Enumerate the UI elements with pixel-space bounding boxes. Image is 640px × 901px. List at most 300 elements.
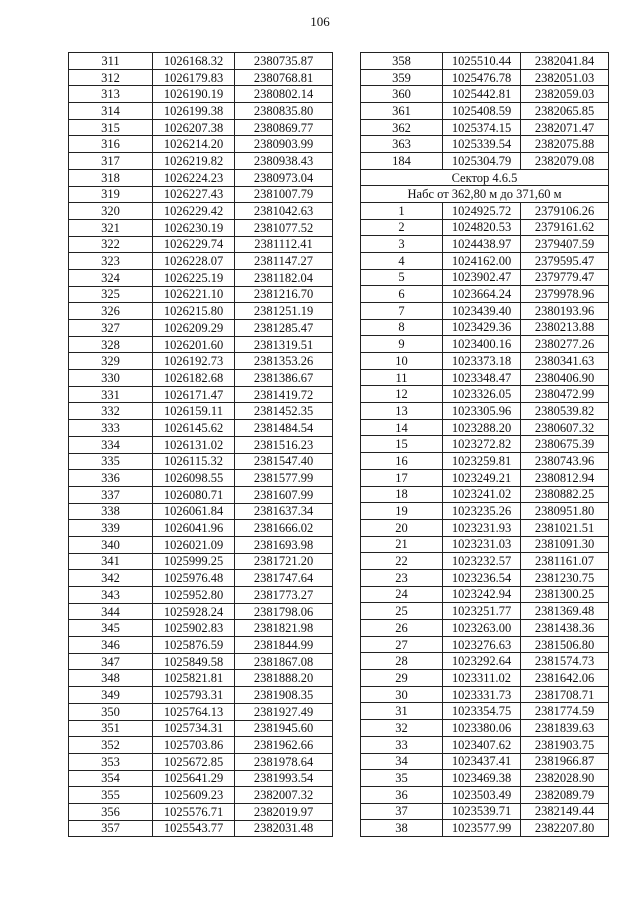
point-number-cell: 336 [69,470,153,487]
y-coordinate-cell: 2381438.36 [521,620,609,637]
point-number-cell: 8 [361,319,443,336]
y-coordinate-cell: 2381978.64 [235,753,333,770]
x-coordinate-cell: 1023292.64 [443,653,521,670]
point-number-cell: 341 [69,553,153,570]
point-number-cell: 334 [69,436,153,453]
x-coordinate-cell: 1026041.96 [153,520,235,537]
y-coordinate-cell: 2380802.14 [235,86,333,103]
y-coordinate-cell: 2381773.27 [235,587,333,604]
y-coordinate-cell: 2379595.47 [521,252,609,269]
point-number-cell: 332 [69,403,153,420]
point-number-cell: 333 [69,420,153,437]
x-coordinate-cell: 1025408.59 [443,103,521,120]
y-coordinate-cell: 2381721.20 [235,553,333,570]
point-number-cell: 342 [69,570,153,587]
y-coordinate-cell: 2381844.99 [235,637,333,654]
left-table-body [69,53,333,837]
table-row [69,520,333,537]
table-row [361,636,609,653]
table-row [361,236,609,253]
y-coordinate-cell: 2381903.75 [521,736,609,753]
y-coordinate-cell: 2381945.60 [235,720,333,737]
y-coordinate-cell: 2381693.98 [235,536,333,553]
y-coordinate-cell: 2382041.84 [521,53,609,70]
x-coordinate-cell: 1025576.71 [153,803,235,820]
table-row [69,136,333,153]
point-number-cell: 12 [361,386,443,403]
table-row [69,119,333,136]
x-coordinate-cell: 1026227.43 [153,186,235,203]
table-row [69,320,333,337]
table-row [69,503,333,520]
y-coordinate-cell: 2381607.99 [235,486,333,503]
x-coordinate-cell: 1026221.10 [153,286,235,303]
point-number-cell: 34 [361,753,443,770]
table-row [69,620,333,637]
y-coordinate-cell: 2381962.66 [235,737,333,754]
table-row [361,703,609,720]
table-row [69,803,333,820]
y-coordinate-cell: 2381419.72 [235,386,333,403]
x-coordinate-cell: 1026098.55 [153,470,235,487]
table-row [69,353,333,370]
y-coordinate-cell: 2381666.02 [235,520,333,537]
x-coordinate-cell: 1026229.42 [153,203,235,220]
point-number-cell: 24 [361,586,443,603]
table-row [69,436,333,453]
x-coordinate-cell: 1025902.83 [153,620,235,637]
point-number-cell: 37 [361,803,443,820]
point-number-cell: 322 [69,236,153,253]
point-number-cell: 331 [69,386,153,403]
point-number-cell: 348 [69,670,153,687]
point-number-cell: 328 [69,336,153,353]
y-coordinate-cell: 2381839.63 [521,720,609,737]
point-number-cell: 30 [361,686,443,703]
point-number-cell: 38 [361,820,443,837]
table-row [69,286,333,303]
point-number-cell: 15 [361,436,443,453]
x-coordinate-cell: 1023231.03 [443,536,521,553]
x-coordinate-cell: 1023231.93 [443,519,521,536]
x-coordinate-cell: 1024438.97 [443,236,521,253]
y-coordinate-cell: 2382059.03 [521,86,609,103]
y-coordinate-cell: 2380406.90 [521,369,609,386]
point-number-cell: 343 [69,587,153,604]
x-coordinate-cell: 1026199.38 [153,103,235,120]
sector-title-row [361,169,609,186]
table-row [361,286,609,303]
point-number-cell: 20 [361,519,443,536]
sector-header [361,169,609,202]
y-coordinate-cell: 2380607.32 [521,419,609,436]
point-number-cell: 27 [361,636,443,653]
x-coordinate-cell: 1026224.23 [153,169,235,186]
y-coordinate-cell: 2381251.19 [235,303,333,320]
table-row [361,620,609,637]
y-coordinate-cell: 2380938.43 [235,153,333,170]
left-coordinate-table [68,52,333,837]
point-number-cell: 329 [69,353,153,370]
y-coordinate-cell: 2382065.85 [521,103,609,120]
y-coordinate-cell: 2381285.47 [235,320,333,337]
table-row [361,503,609,520]
table-row [361,369,609,386]
point-number-cell: 29 [361,670,443,687]
table-row [361,69,609,86]
y-coordinate-cell: 2381230.75 [521,569,609,586]
table-row [361,219,609,236]
point-number-cell: 319 [69,186,153,203]
x-coordinate-cell: 1025339.54 [443,136,521,153]
x-coordinate-cell: 1026230.19 [153,219,235,236]
y-coordinate-cell: 2381353.26 [235,353,333,370]
x-coordinate-cell: 1026159.11 [153,403,235,420]
point-number-cell: 26 [361,620,443,637]
x-coordinate-cell: 1026131.02 [153,436,235,453]
y-coordinate-cell: 2380768.81 [235,69,333,86]
x-coordinate-cell: 1023503.49 [443,786,521,803]
point-number-cell: 347 [69,653,153,670]
x-coordinate-cell: 1026209.29 [153,320,235,337]
y-coordinate-cell: 2381927.49 [235,703,333,720]
right-coordinate-table [360,52,609,837]
point-number-cell: 6 [361,286,443,303]
point-number-cell: 345 [69,620,153,637]
x-coordinate-cell: 1023259.81 [443,453,521,470]
point-number-cell: 361 [361,103,443,120]
table-row [361,103,609,120]
point-number-cell: 31 [361,703,443,720]
table-row [69,253,333,270]
y-coordinate-cell: 2380903.99 [235,136,333,153]
x-coordinate-cell: 1023348.47 [443,369,521,386]
right-table-bottom-body [361,202,609,836]
table-row [361,386,609,403]
x-coordinate-cell: 1026229.74 [153,236,235,253]
table-row [361,720,609,737]
point-number-cell: 22 [361,553,443,570]
y-coordinate-cell: 2381708.71 [521,686,609,703]
x-coordinate-cell: 1023380.06 [443,720,521,737]
table-row [361,686,609,703]
y-coordinate-cell: 2380675.39 [521,436,609,453]
point-number-cell: 4 [361,252,443,269]
point-number-cell: 344 [69,603,153,620]
table-row [361,353,609,370]
x-coordinate-cell: 1023241.02 [443,486,521,503]
point-number-cell: 311 [69,53,153,70]
y-coordinate-cell: 2380277.26 [521,336,609,353]
table-row [361,319,609,336]
x-coordinate-cell: 1023439.40 [443,302,521,319]
y-coordinate-cell: 2381747.64 [235,570,333,587]
y-coordinate-cell: 2381147.27 [235,253,333,270]
table-row [361,803,609,820]
table-row [361,136,609,153]
table-row [69,236,333,253]
point-number-cell: 9 [361,336,443,353]
y-coordinate-cell: 2382079.08 [521,153,609,170]
table-row [361,736,609,753]
x-coordinate-cell: 1023469.38 [443,770,521,787]
point-number-cell: 323 [69,253,153,270]
point-number-cell: 317 [69,153,153,170]
point-number-cell: 318 [69,169,153,186]
table-row [69,370,333,387]
y-coordinate-cell: 2381007.79 [235,186,333,203]
table-row [361,786,609,803]
table-row [69,219,333,236]
x-coordinate-cell: 1023354.75 [443,703,521,720]
x-coordinate-cell: 1026021.09 [153,536,235,553]
table-row [69,303,333,320]
page-number: 106 [310,14,330,29]
table-row [69,186,333,203]
y-coordinate-cell: 2380812.94 [521,469,609,486]
x-coordinate-cell: 1023429.36 [443,319,521,336]
y-coordinate-cell: 2380869.77 [235,119,333,136]
table-row [69,169,333,186]
table-row [361,536,609,553]
table-row [361,252,609,269]
table-row [69,269,333,286]
y-coordinate-cell: 2381774.59 [521,703,609,720]
x-coordinate-cell: 1026219.82 [153,153,235,170]
table-row [69,536,333,553]
x-coordinate-cell: 1023236.54 [443,569,521,586]
point-number-cell: 23 [361,569,443,586]
x-coordinate-cell: 1024925.72 [443,202,521,219]
y-coordinate-cell: 2380973.04 [235,169,333,186]
x-coordinate-cell: 1023664.24 [443,286,521,303]
x-coordinate-cell: 1023311.02 [443,670,521,687]
table-row [69,86,333,103]
point-number-cell: 338 [69,503,153,520]
table-row [69,787,333,804]
y-coordinate-cell: 2381908.35 [235,687,333,704]
table-row [69,553,333,570]
y-coordinate-cell: 2381216.70 [235,286,333,303]
point-number-cell: 321 [69,219,153,236]
point-number-cell: 346 [69,637,153,654]
table-row [361,770,609,787]
y-coordinate-cell: 2381484.54 [235,420,333,437]
x-coordinate-cell: 1025928.24 [153,603,235,620]
x-coordinate-cell: 1023251.77 [443,603,521,620]
table-row [361,553,609,570]
x-coordinate-cell: 1026145.62 [153,420,235,437]
table-row [361,469,609,486]
point-number-cell: 359 [361,69,443,86]
y-coordinate-cell: 2380735.87 [235,53,333,70]
x-coordinate-cell: 1026225.19 [153,269,235,286]
y-coordinate-cell: 2381993.54 [235,770,333,787]
table-row [69,486,333,503]
table-row [69,670,333,687]
point-number-cell: 362 [361,119,443,136]
table-row [361,86,609,103]
point-number-cell: 327 [69,320,153,337]
x-coordinate-cell: 1026214.20 [153,136,235,153]
x-coordinate-cell: 1023249.21 [443,469,521,486]
table-row [69,470,333,487]
point-number-cell: 312 [69,69,153,86]
table-row [361,820,609,837]
y-coordinate-cell: 2380743.96 [521,453,609,470]
table-row [361,670,609,687]
table-row [69,703,333,720]
table-row [361,586,609,603]
right-table-top-body [361,53,609,170]
x-coordinate-cell: 1025543.77 [153,820,235,837]
point-number-cell: 320 [69,203,153,220]
table-row [361,153,609,170]
x-coordinate-cell: 1026171.47 [153,386,235,403]
y-coordinate-cell: 2380213.88 [521,319,609,336]
x-coordinate-cell: 1023288.20 [443,419,521,436]
x-coordinate-cell: 1024820.53 [443,219,521,236]
table-row [69,737,333,754]
table-row [361,419,609,436]
x-coordinate-cell: 1025999.25 [153,553,235,570]
y-coordinate-cell: 2382007.32 [235,787,333,804]
x-coordinate-cell: 1025374.15 [443,119,521,136]
y-coordinate-cell: 2380341.63 [521,353,609,370]
y-coordinate-cell: 2381798.06 [235,603,333,620]
x-coordinate-cell: 1026080.71 [153,486,235,503]
table-row [361,519,609,536]
sector-subtitle: Набс от 362,80 м до 371,60 м [361,186,609,203]
y-coordinate-cell: 2381888.20 [235,670,333,687]
point-number-cell: 3 [361,236,443,253]
table-row [69,687,333,704]
point-number-cell: 355 [69,787,153,804]
point-number-cell: 13 [361,403,443,420]
y-coordinate-cell: 2381577.99 [235,470,333,487]
table-row [69,637,333,654]
point-number-cell: 349 [69,687,153,704]
x-coordinate-cell: 1026190.19 [153,86,235,103]
table-row [69,420,333,437]
table-row [69,386,333,403]
point-number-cell: 11 [361,369,443,386]
point-number-cell: 18 [361,486,443,503]
point-number-cell: 357 [69,820,153,837]
y-coordinate-cell: 2381642.06 [521,670,609,687]
point-number-cell: 28 [361,653,443,670]
point-number-cell: 35 [361,770,443,787]
y-coordinate-cell: 2381506.80 [521,636,609,653]
y-coordinate-cell: 2381091.30 [521,536,609,553]
x-coordinate-cell: 1025510.44 [443,53,521,70]
point-number-cell: 339 [69,520,153,537]
x-coordinate-cell: 1023232.57 [443,553,521,570]
table-row [361,453,609,470]
y-coordinate-cell: 2382075.88 [521,136,609,153]
table-row [69,770,333,787]
x-coordinate-cell: 1025734.31 [153,720,235,737]
y-coordinate-cell: 2381966.87 [521,753,609,770]
x-coordinate-cell: 1025821.81 [153,670,235,687]
point-number-cell: 360 [361,86,443,103]
x-coordinate-cell: 1026201.60 [153,336,235,353]
point-number-cell: 356 [69,803,153,820]
table-row [361,302,609,319]
point-number-cell: 315 [69,119,153,136]
x-coordinate-cell: 1025442.81 [443,86,521,103]
table-row [69,336,333,353]
x-coordinate-cell: 1023235.26 [443,503,521,520]
point-number-cell: 21 [361,536,443,553]
point-number-cell: 5 [361,269,443,286]
y-coordinate-cell: 2382089.79 [521,786,609,803]
y-coordinate-cell: 2382071.47 [521,119,609,136]
y-coordinate-cell: 2379779.47 [521,269,609,286]
y-coordinate-cell: 2379407.59 [521,236,609,253]
x-coordinate-cell: 1023276.63 [443,636,521,653]
x-coordinate-cell: 1026228.07 [153,253,235,270]
table-row [69,720,333,737]
x-coordinate-cell: 1026179.83 [153,69,235,86]
x-coordinate-cell: 1023407.62 [443,736,521,753]
y-coordinate-cell: 2381182.04 [235,269,333,286]
table-row [361,403,609,420]
point-number-cell: 36 [361,786,443,803]
x-coordinate-cell: 1024162.00 [443,252,521,269]
x-coordinate-cell: 1025476.78 [443,69,521,86]
y-coordinate-cell: 2382051.03 [521,69,609,86]
x-coordinate-cell: 1026061.84 [153,503,235,520]
x-coordinate-cell: 1025952.80 [153,587,235,604]
y-coordinate-cell: 2381319.51 [235,336,333,353]
y-coordinate-cell: 2380472.99 [521,386,609,403]
x-coordinate-cell: 1023272.82 [443,436,521,453]
y-coordinate-cell: 2381637.34 [235,503,333,520]
y-coordinate-cell: 2379161.62 [521,219,609,236]
y-coordinate-cell: 2380193.96 [521,302,609,319]
point-number-cell: 316 [69,136,153,153]
y-coordinate-cell: 2381547.40 [235,453,333,470]
y-coordinate-cell: 2381042.63 [235,203,333,220]
y-coordinate-cell: 2381112.41 [235,236,333,253]
x-coordinate-cell: 1025849.58 [153,653,235,670]
y-coordinate-cell: 2382207.80 [521,820,609,837]
sector-subtitle-row [361,186,609,203]
x-coordinate-cell: 1026115.32 [153,453,235,470]
table-row [69,103,333,120]
table-row [69,153,333,170]
table-row [361,269,609,286]
y-coordinate-cell: 2381452.35 [235,403,333,420]
point-number-cell: 25 [361,603,443,620]
table-row [69,603,333,620]
point-number-cell: 184 [361,153,443,170]
table-row [69,587,333,604]
y-coordinate-cell: 2379978.96 [521,286,609,303]
y-coordinate-cell: 2379106.26 [521,202,609,219]
point-number-cell: 326 [69,303,153,320]
point-number-cell: 2 [361,219,443,236]
x-coordinate-cell: 1026215.80 [153,303,235,320]
point-number-cell: 324 [69,269,153,286]
table-row [69,203,333,220]
point-number-cell: 340 [69,536,153,553]
point-number-cell: 1 [361,202,443,219]
y-coordinate-cell: 2381300.25 [521,586,609,603]
x-coordinate-cell: 1023539.71 [443,803,521,820]
table-row [69,53,333,70]
